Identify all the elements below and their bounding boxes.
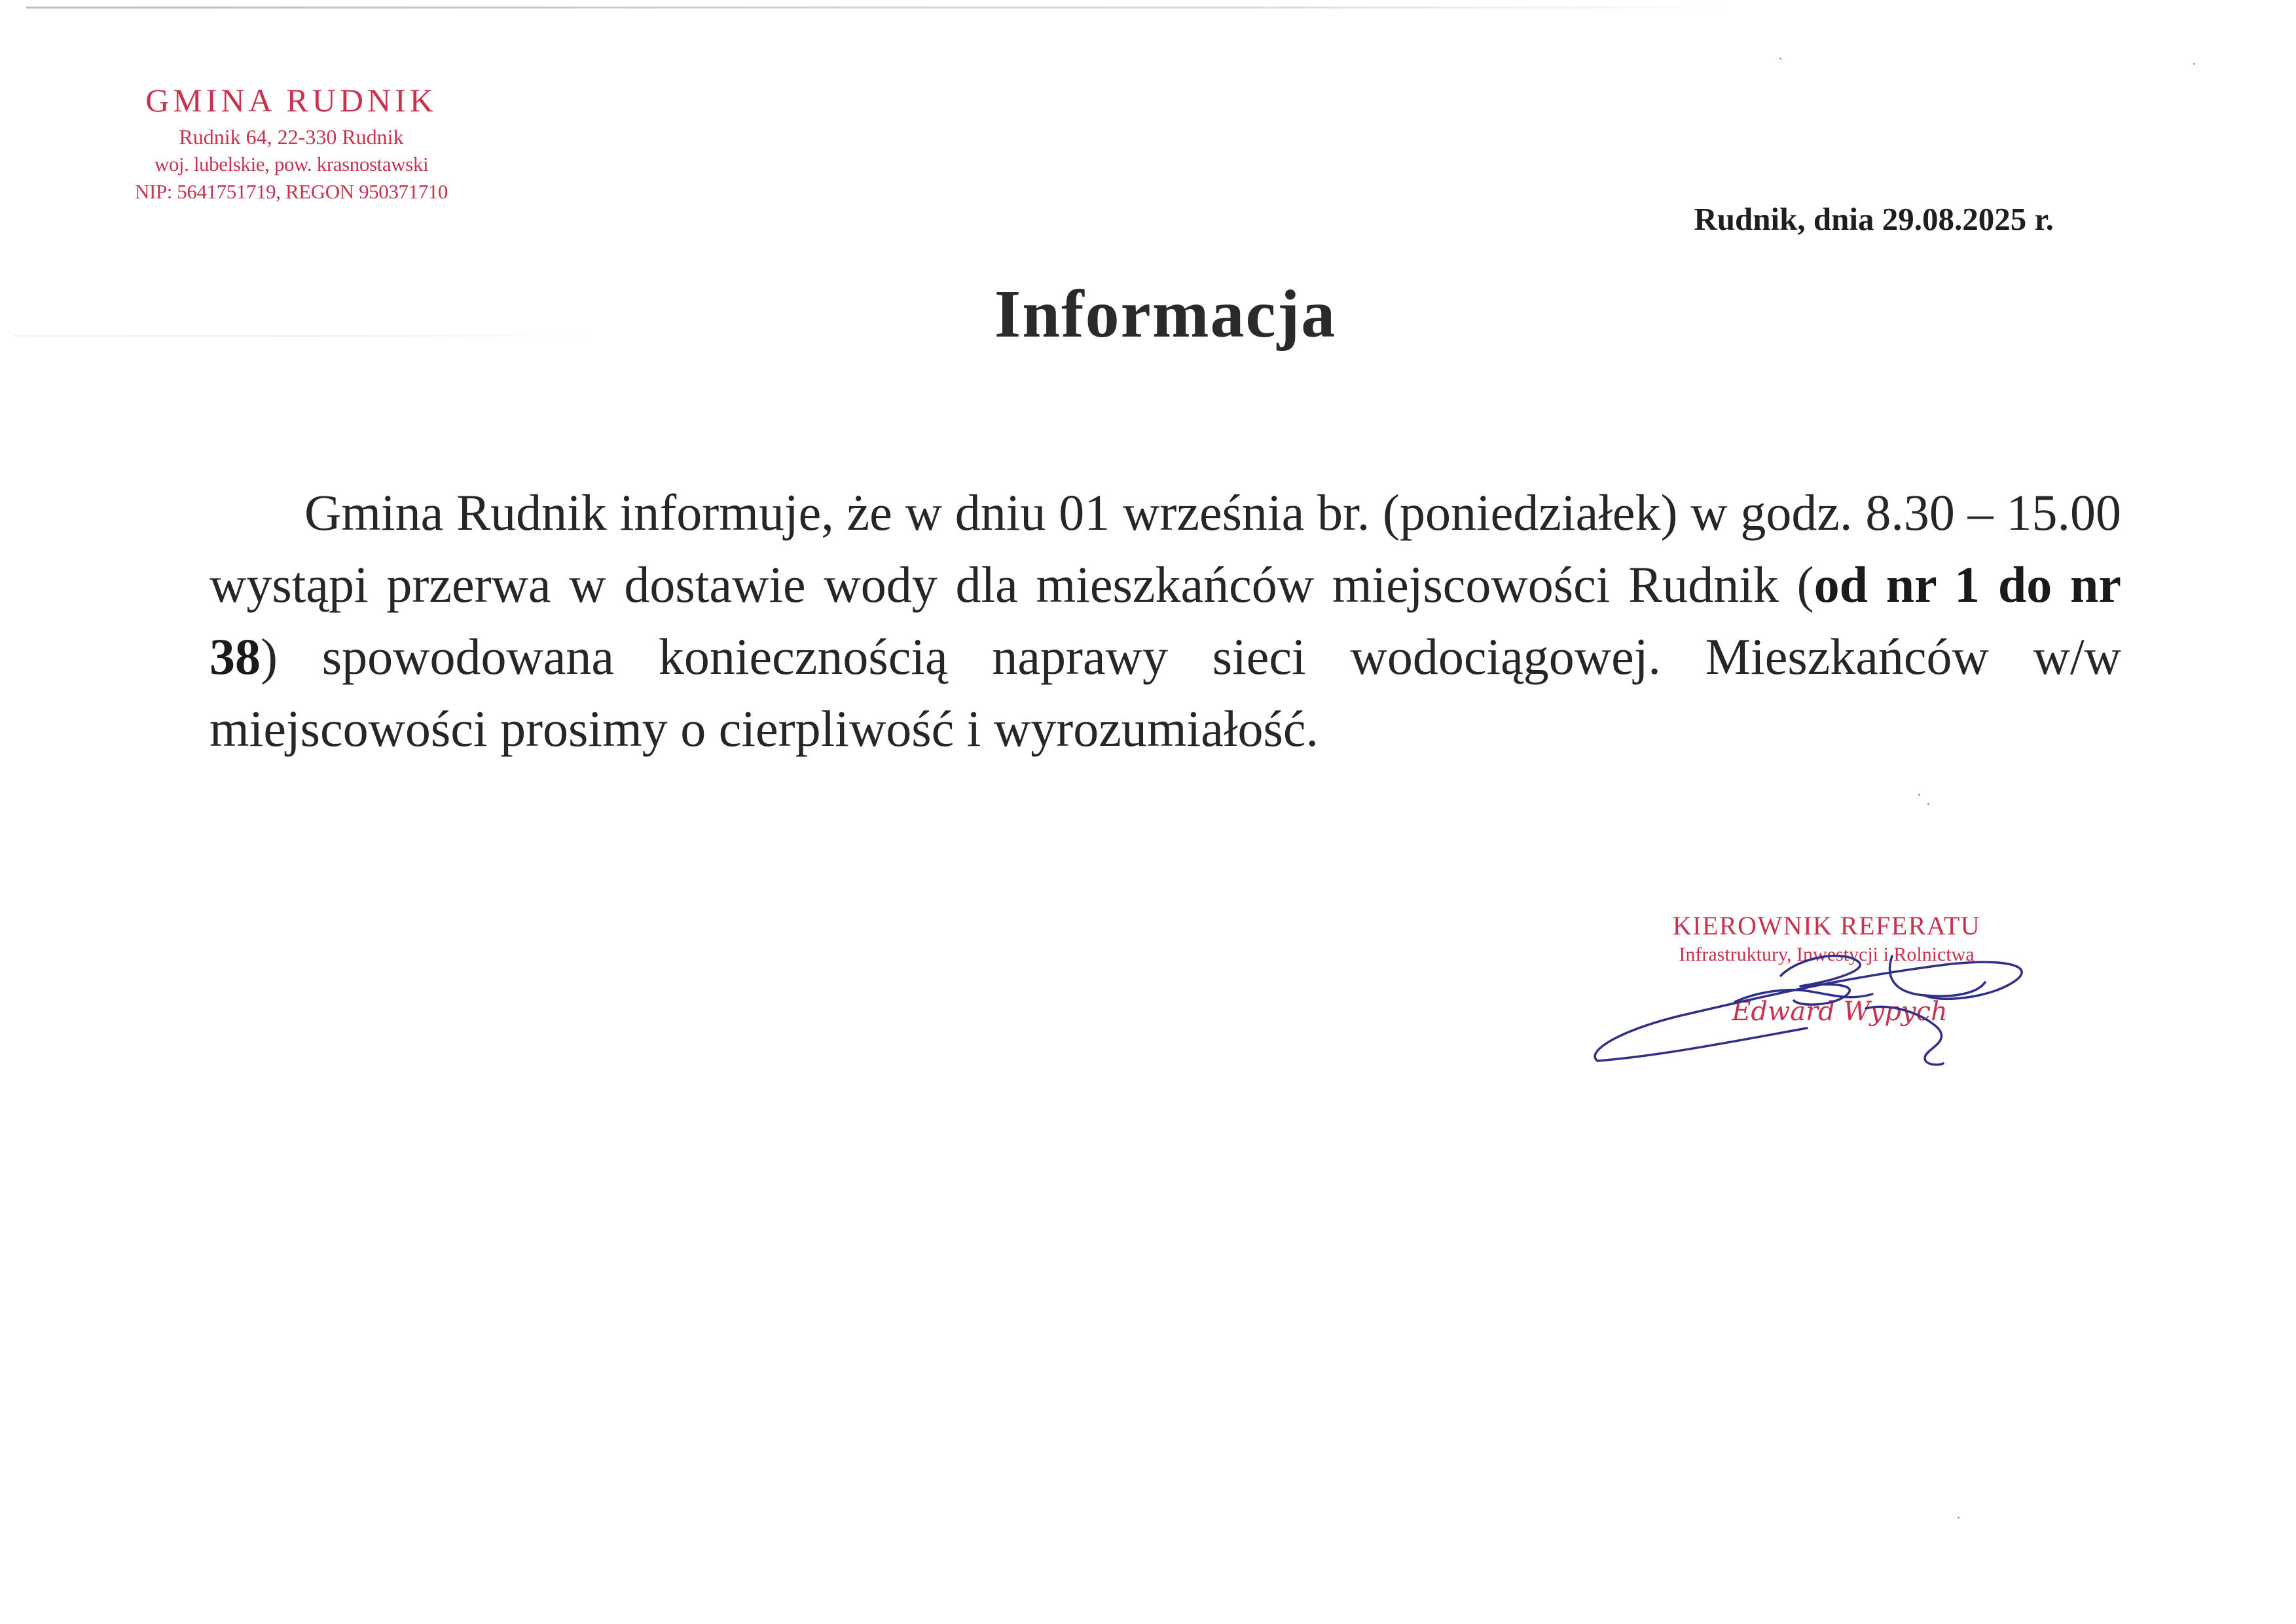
body-text-part2: ) spowodowana koniecznością naprawy sieci wodociągowej. Mieszkańców w/w miejscowości prosimy o cierpliwość i wyrozumiałość.	[210, 628, 2121, 757]
stamp-address: Rudnik 64, 22-330 Rudnik	[179, 125, 404, 149]
date-line: Rudnik, dnia 29.08.2025 r.	[1694, 201, 2054, 237]
stamp-name: GMINA RUDNIK	[145, 82, 437, 119]
handwritten-signature	[1584, 930, 2056, 1080]
body-text-bold: od nr 1 do nr 38	[210, 556, 2121, 685]
signature-stamp-title: KIEROWNIK REFERATU	[1672, 911, 1981, 940]
header-stamp	[98, 84, 484, 206]
body-paragraph	[210, 477, 2121, 765]
scan-speck	[1918, 794, 1920, 796]
signature-stamp-person: Edward Wypych	[1732, 997, 1948, 1027]
scan-edge-line	[26, 7, 1728, 9]
scan-speck	[1958, 1517, 1959, 1519]
signature-stamp-department: Infrastruktury, Inwestycji i Rolnictwa	[1679, 944, 1975, 965]
scan-speck	[2193, 63, 2195, 65]
stamp-region: woj. lubelskie, pow. krasnostawski	[154, 153, 429, 175]
scan-speck	[1927, 803, 1929, 805]
scan-speck	[1779, 58, 1781, 60]
stamp-ids: NIP: 5641751719, REGON 950371710	[134, 180, 448, 203]
body-text-part1: Gmina Rudnik informuje, że w dniu 01 września br. (poniedziałek) w godz. 8.30 – 15.00 wystąpi przerwa w dostawie wody dla mieszkańców miejscowości Rudnik (	[210, 484, 2121, 613]
document-title: Informacja	[994, 276, 1337, 352]
